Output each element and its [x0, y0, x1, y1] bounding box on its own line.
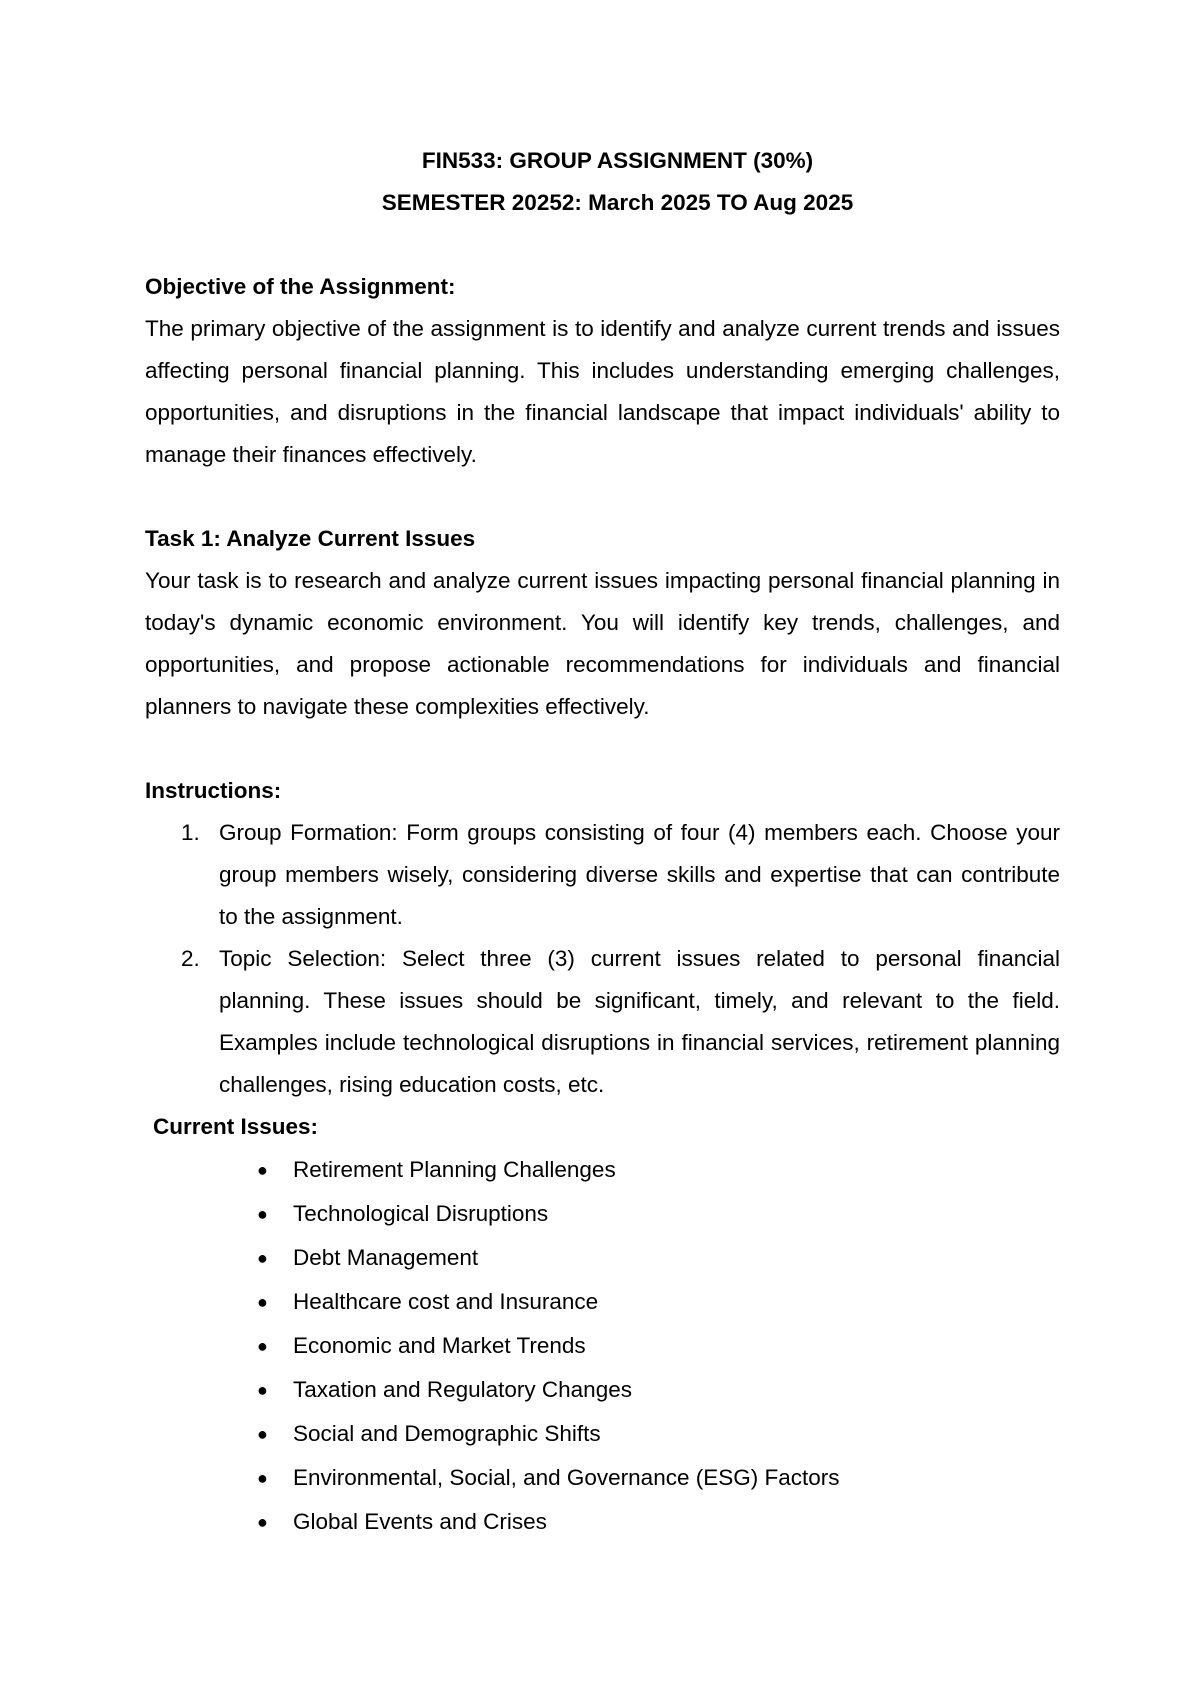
- semester-subtitle: SEMESTER 20252: March 2025 TO Aug 2025: [381, 190, 854, 215]
- list-item: [257, 1192, 1060, 1236]
- bullet-icon: ●: [257, 1336, 268, 1356]
- bullet-icon: ●: [257, 1380, 268, 1400]
- bullet-icon: ●: [257, 1292, 268, 1312]
- bullet-icon: ●: [257, 1160, 268, 1180]
- current-issues-list: [145, 1148, 1060, 1544]
- issue-label: Taxation and Regulatory Changes: [293, 1377, 632, 1402]
- issue-label: Healthcare cost and Insurance: [293, 1289, 599, 1314]
- list-item: [257, 1236, 1060, 1280]
- issue-label: Social and Demographic Shifts: [293, 1421, 601, 1446]
- current-issues-heading: Current Issues:: [153, 1114, 319, 1139]
- issue-label: Retirement Planning Challenges: [293, 1157, 616, 1182]
- list-item: [257, 1368, 1060, 1412]
- instruction-item: [181, 812, 1060, 938]
- issue-label: Environmental, Social, and Governance (ESG) Factors: [293, 1465, 840, 1490]
- instruction-number: 1.: [181, 820, 200, 845]
- list-item: [257, 1412, 1060, 1456]
- instructions-heading: Instructions:: [145, 778, 282, 803]
- task1-heading: Task 1: Analyze Current Issues: [145, 526, 476, 551]
- issue-label: Economic and Market Trends: [293, 1333, 586, 1358]
- spacer: [145, 224, 1060, 266]
- issue-label: Technological Disruptions: [293, 1201, 549, 1226]
- instruction-text: Topic Selection: Select three (3) current issues related to personal financial planning. These issues should be significant, timely, and relevant to the field. Examples include technological disruptions in financial services, retirement planning challenges, rising education costs, etc.: [219, 946, 1060, 1097]
- list-item: [257, 1500, 1060, 1544]
- spacer: [145, 728, 1060, 770]
- instructions-list: [145, 812, 1060, 1106]
- spacer: [145, 476, 1060, 518]
- objective-heading: Objective of the Assignment:: [145, 274, 456, 299]
- list-item: [257, 1280, 1060, 1324]
- document-title: FIN533: GROUP ASSIGNMENT (30%): [421, 148, 814, 173]
- instruction-text: Group Formation: Form groups consisting of four (4) members each. Choose your group members wisely, considering diverse skills and expertise that can contribute to the assignment.: [219, 820, 1060, 929]
- instruction-item: [181, 938, 1060, 1106]
- objective-paragraph: The primary objective of the assignment is to identify and analyze current trends and issues affecting personal financial planning. This includes understanding emerging challenges, opportunities, and disruptions in the financial landscape that impact individuals' ability to manage their finances effectively.: [145, 316, 1060, 467]
- bullet-icon: ●: [257, 1424, 268, 1444]
- document-page: [145, 140, 1060, 1544]
- list-item: [257, 1324, 1060, 1368]
- list-item: [257, 1148, 1060, 1192]
- bullet-icon: ●: [257, 1248, 268, 1268]
- issue-label: Global Events and Crises: [293, 1509, 547, 1534]
- bullet-icon: ●: [257, 1468, 268, 1488]
- bullet-icon: ●: [257, 1204, 268, 1224]
- instruction-number: 2.: [181, 946, 200, 971]
- list-item: [257, 1456, 1060, 1500]
- issue-label: Debt Management: [293, 1245, 479, 1270]
- bullet-icon: ●: [257, 1512, 268, 1532]
- task1-paragraph: Your task is to research and analyze current issues impacting personal financial planning in today's dynamic economic environment. You will identify key trends, challenges, and opportunities, and propose actionable recommendations for individuals and financial planners to navigate these complexities effectively.: [145, 568, 1060, 719]
